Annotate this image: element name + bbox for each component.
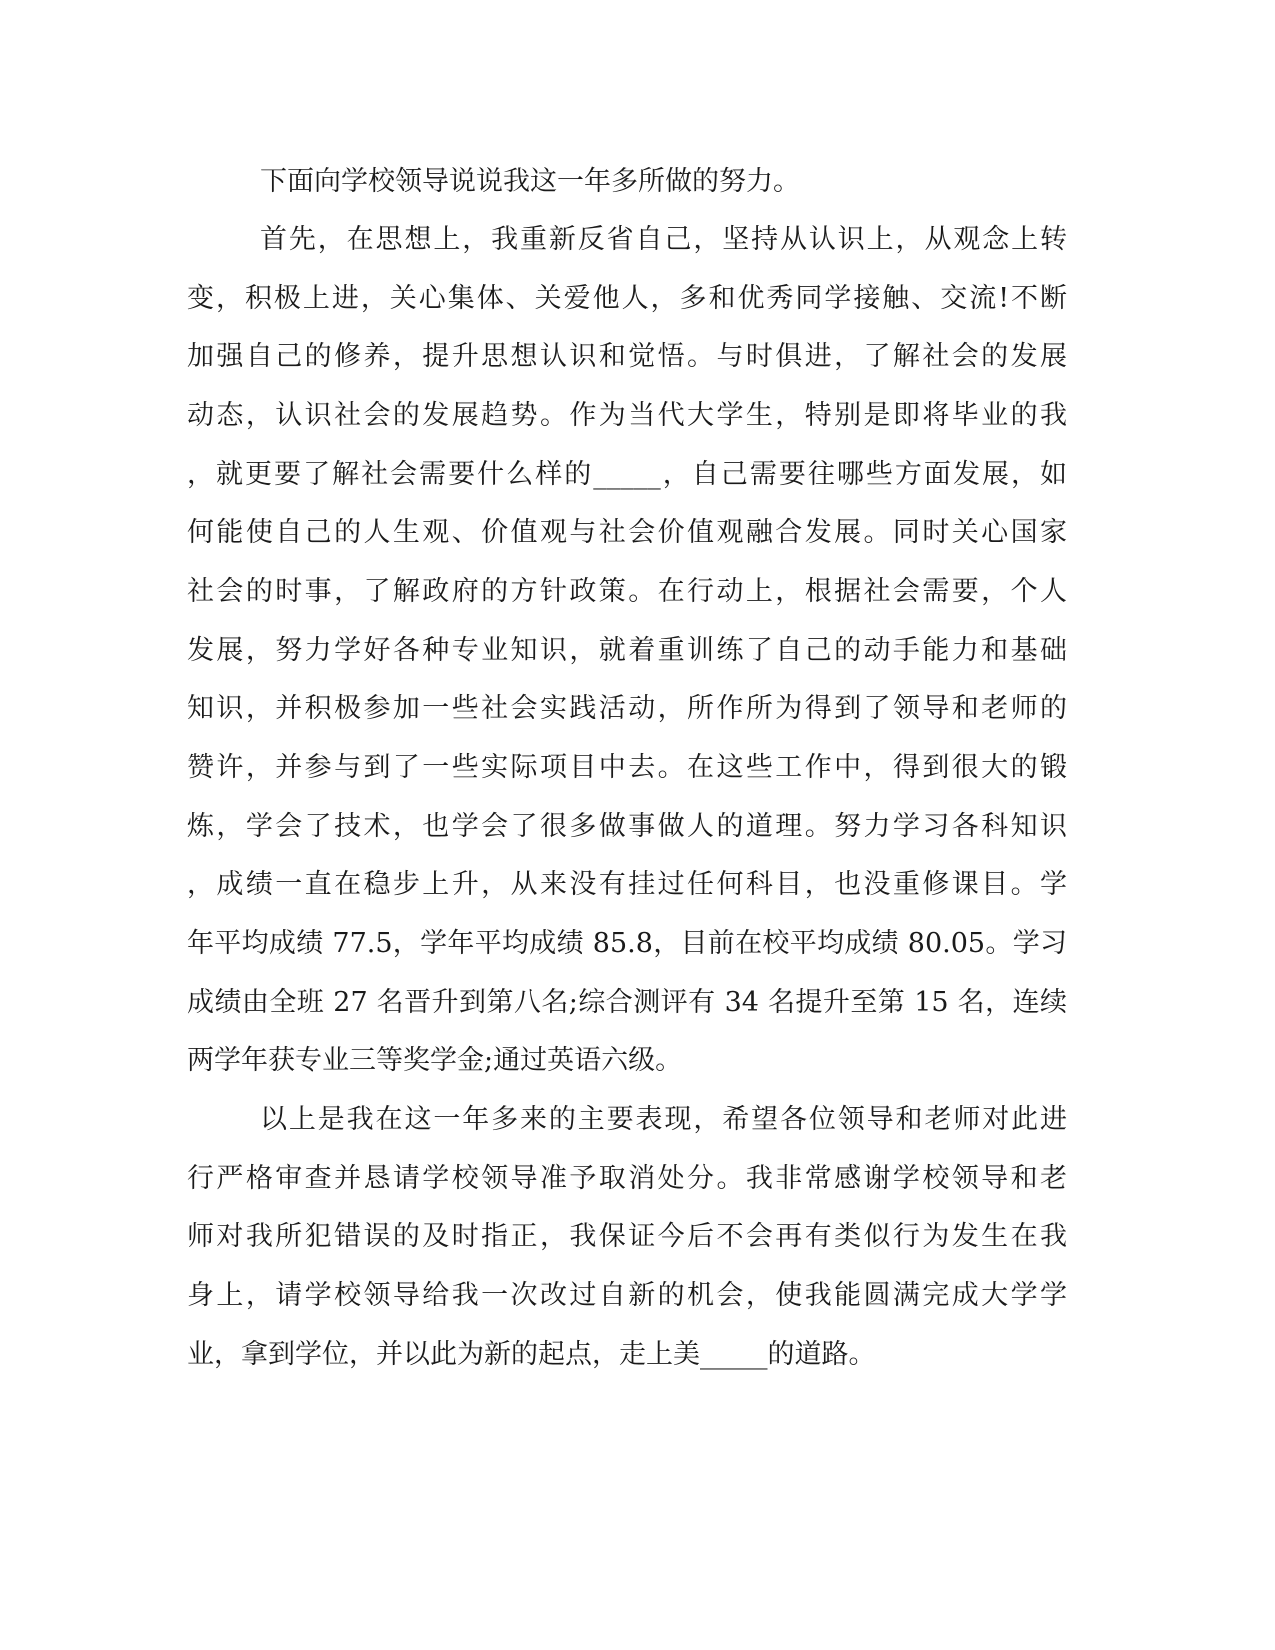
paragraph-2-line-9: 知识，并积极参加一些社会实践活动，所作所为得到了领导和老师的 bbox=[187, 693, 1067, 724]
paragraph-2-line-2: 变，积极上进，关心集体、关爱他人，多和优秀同学接触、交流!不断 bbox=[187, 283, 1067, 314]
paragraph-2-line-13: 年平均成绩 77.5，学年平均成绩 85.8，目前在校平均成绩 80.05。学习 bbox=[187, 928, 1067, 959]
paragraph-2-line-8: 发展，努力学好各种专业知识，就着重训练了自己的动手能力和基础 bbox=[187, 635, 1067, 666]
paragraph-2-line-15: 两学年获专业三等奖学金;通过英语六级。 bbox=[187, 1045, 683, 1076]
paragraph-2-line-12: ，成绩一直在稳步上升，从来没有挂过任何科目，也没重修课目。学 bbox=[187, 869, 1067, 900]
paragraph-1-line-1: 下面向学校领导说说我这一年多所做的努力。 bbox=[260, 166, 800, 197]
paragraph-2-line-5: ，就更要了解社会需要什么样的_____，自己需要往哪些方面发展，如 bbox=[187, 459, 1067, 490]
paragraph-2-line-7: 社会的时事，了解政府的方针政策。在行动上，根据社会需要，个人 bbox=[187, 576, 1067, 607]
paragraph-3-line-5: 业，拿到学位，并以此为新的起点，走上美_____的道路。 bbox=[187, 1339, 876, 1370]
paragraph-2-line-3: 加强自己的修养，提升思想认识和觉悟。与时俱进，了解社会的发展 bbox=[187, 341, 1067, 372]
paragraph-3-line-4: 身上，请学校领导给我一次改过自新的机会，使我能圆满完成大学学 bbox=[187, 1280, 1067, 1311]
paragraph-2-line-6: 何能使自己的人生观、价值观与社会价值观融合发展。同时关心国家 bbox=[187, 517, 1067, 548]
paragraph-2-line-10: 赞许，并参与到了一些实际项目中去。在这些工作中，得到很大的锻 bbox=[187, 752, 1067, 783]
paragraph-3-line-2: 行严格审查并恳请学校领导准予取消处分。我非常感谢学校领导和老 bbox=[187, 1163, 1067, 1194]
paragraph-2-line-14: 成绩由全班 27 名晋升到第八名;综合测评有 34 名提升至第 15 名，连续 bbox=[187, 987, 1067, 1018]
paragraph-3-line-1: 以上是我在这一年多来的主要表现，希望各位领导和老师对此进 bbox=[260, 1104, 1067, 1135]
paragraph-2-line-1: 首先，在思想上，我重新反省自己，坚持从认识上，从观念上转 bbox=[260, 224, 1067, 255]
paragraph-3-line-3: 师对我所犯错误的及时指正，我保证今后不会再有类似行为发生在我 bbox=[187, 1221, 1067, 1252]
paragraph-2-line-4: 动态，认识社会的发展趋势。作为当代大学生，特别是即将毕业的我 bbox=[187, 400, 1067, 431]
paragraph-2-line-11: 炼，学会了技术，也学会了很多做事做人的道理。努力学习各科知识 bbox=[187, 811, 1067, 842]
